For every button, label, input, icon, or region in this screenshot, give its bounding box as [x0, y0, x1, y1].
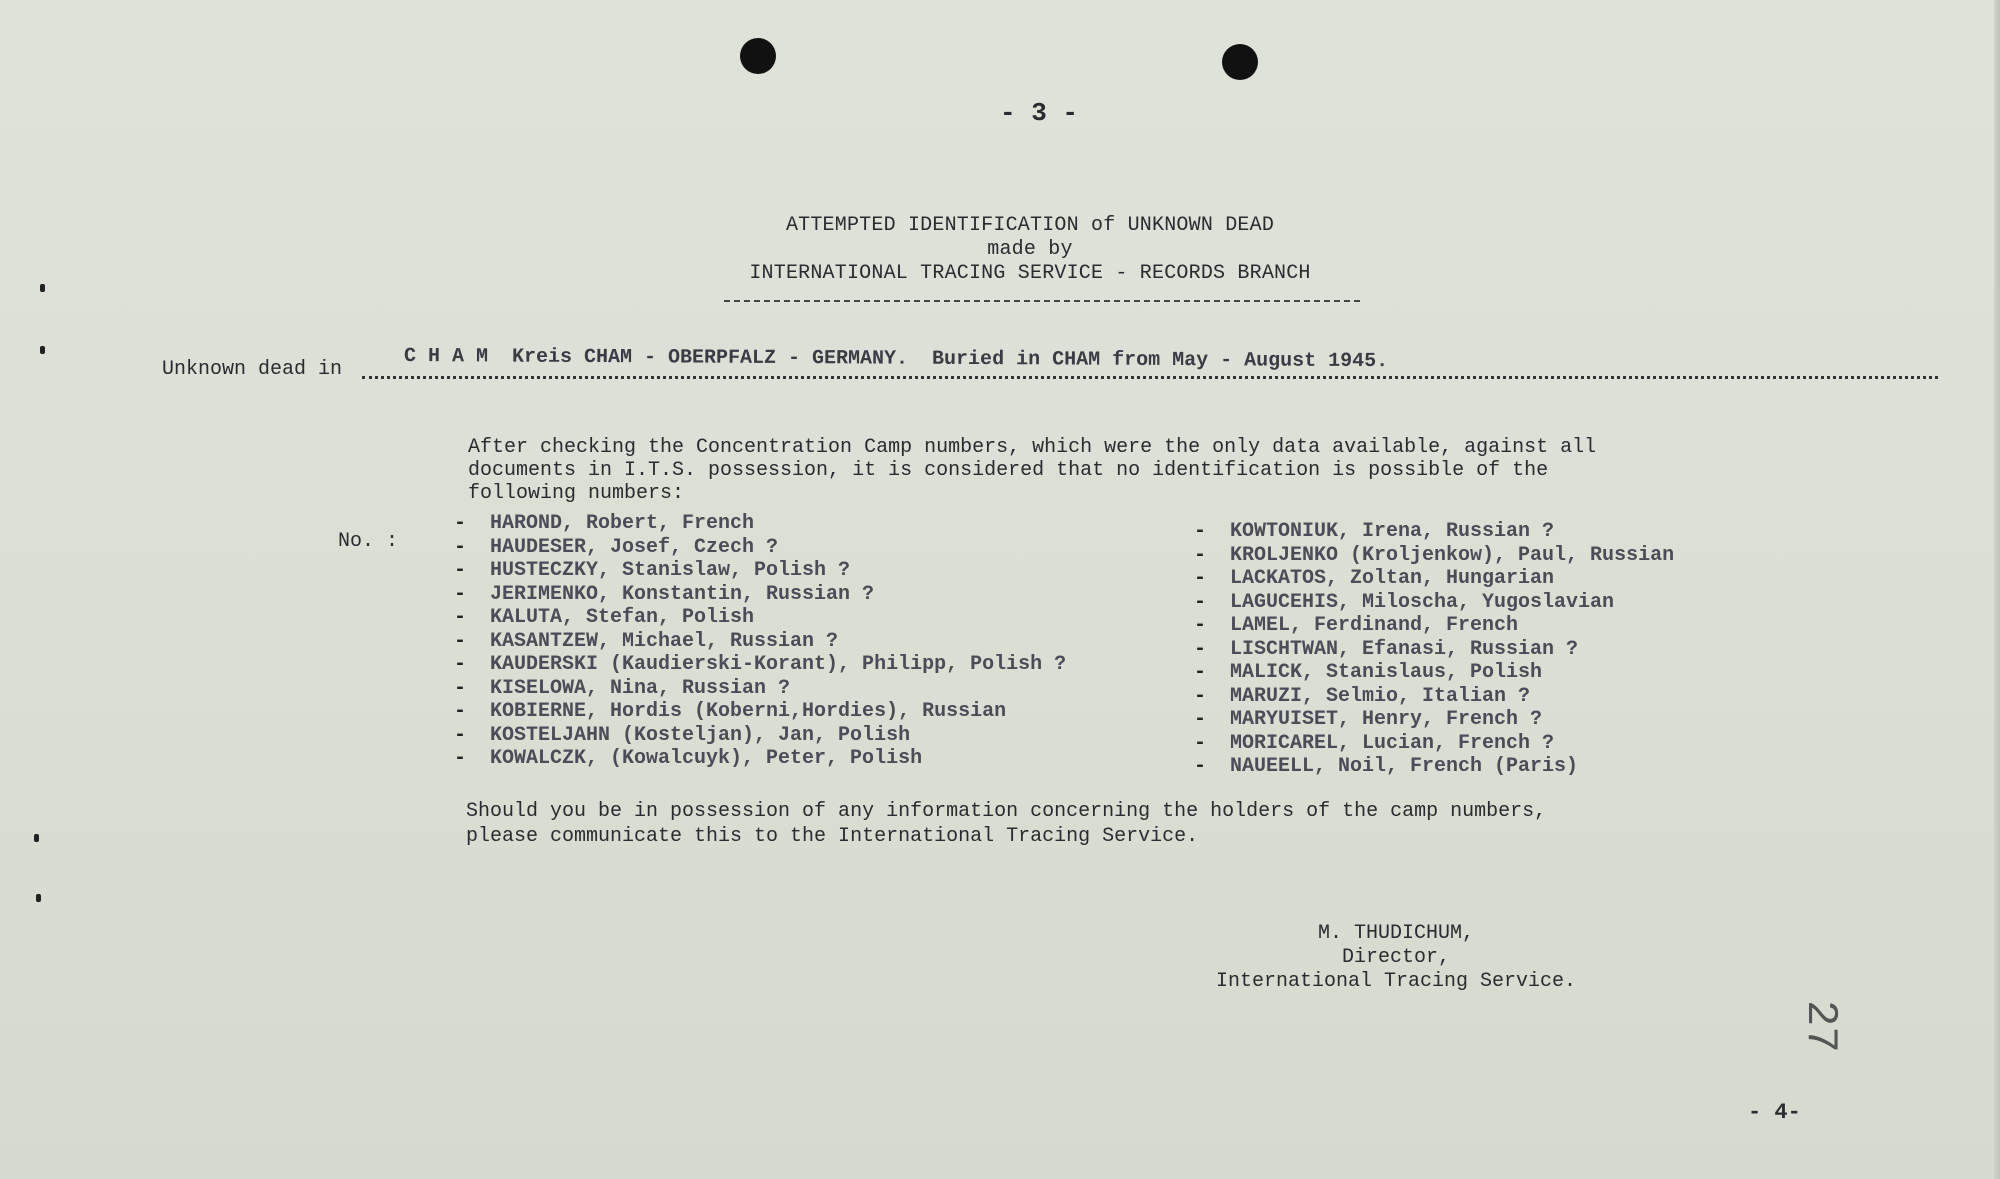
list-item: - LAGUCEHIS, Miloscha, Yugoslavian	[1194, 590, 1615, 614]
no-label: No. :	[338, 530, 399, 553]
list-item: - JERIMENKO, Konstantin, Russian ?	[454, 582, 875, 606]
header-rule	[724, 300, 1360, 302]
margin-mark	[40, 284, 45, 292]
page-number: - 3 -	[1000, 98, 1079, 128]
list-item: - KALUTA, Stefan, Polish	[454, 606, 755, 629]
unknown-dead-label: Unknown dead in	[162, 358, 343, 381]
list-item: - KROLJENKO (Kroljenkow), Paul, Russian	[1194, 543, 1675, 567]
list-item: - HAROND, Robert, French	[454, 512, 755, 535]
signature-organization: International Tracing Service.	[1215, 970, 1577, 993]
list-item: - MARUZI, Selmio, Italian ?	[1194, 684, 1531, 708]
unknown-dead-location: C H A M Kreis CHAM - OBERPFALZ - GERMANY. Buried in CHAM from May - August 1945.	[403, 345, 1389, 374]
header-subtitle: made by	[987, 238, 1073, 261]
list-item: - MALICK, Stanislaus, Polish	[1194, 661, 1543, 684]
list-item: - NAUEELL, Noil, French (Paris)	[1194, 755, 1579, 778]
margin-mark	[36, 894, 41, 902]
page-edge	[1994, 0, 2000, 1179]
punch-hole-left	[740, 38, 776, 74]
archive-stamp-number: 27	[1795, 1000, 1845, 1053]
intro-line-3: following numbers:	[468, 482, 685, 505]
margin-mark	[40, 346, 45, 354]
intro-line-2: documents in I.T.S. possession, it is considered that no identification is possible of the	[468, 459, 1549, 482]
list-item: - MORICAREL, Lucian, French ?	[1194, 731, 1555, 755]
signature-title: Director,	[1341, 946, 1451, 969]
numbers-list-left	[454, 512, 1066, 771]
list-item: - KASANTZEW, Michael, Russian ?	[454, 629, 839, 653]
closing-line-2: please communicate this to the International Tracing Service.	[466, 825, 1199, 848]
signature-name: M. THUDICHUM,	[1317, 922, 1475, 945]
list-item: - KOWTONIUK, Irena, Russian ?	[1194, 520, 1555, 543]
numbers-list-right	[1194, 520, 1674, 779]
closing-line-1: Should you be in possession of any information concerning the holders of the camp numbers,	[466, 800, 1547, 823]
list-item: - MARYUISET, Henry, French ?	[1194, 708, 1543, 731]
list-item: - HUSTECZKY, Stanislaw, Polish ?	[454, 559, 851, 582]
margin-mark	[34, 834, 39, 842]
list-item: - KISELOWA, Nina, Russian ?	[454, 676, 791, 700]
list-item: - KAUDERSKI (Kaudierski-Korant), Philipp, Polish ?	[454, 653, 1067, 676]
list-item: - LISCHTWAN, Efanasi, Russian ?	[1194, 637, 1579, 661]
punch-hole-right	[1222, 44, 1258, 80]
intro-line-1: After checking the Concentration Camp numbers, which were the only data available, against all	[468, 436, 1597, 459]
header-organization: INTERNATIONAL TRACING SERVICE - RECORDS BRANCH	[749, 262, 1311, 285]
header-title: ATTEMPTED IDENTIFICATION of UNKNOWN DEAD	[785, 214, 1275, 237]
folio-number: - 4-	[1748, 1100, 1801, 1125]
list-item: - KOBIERNE, Hordis (Koberni,Hordies), Russian	[454, 700, 1007, 723]
list-item: - KOSTELJAHN (Kosteljan), Jan, Polish	[454, 723, 911, 747]
list-item: - LAMEL, Ferdinand, French	[1194, 614, 1519, 637]
unknown-dead-dotted-line	[362, 376, 1938, 379]
list-item: - KOWALCZK, (Kowalcuyk), Peter, Polish	[454, 747, 923, 770]
list-item: - HAUDESER, Josef, Czech ?	[454, 535, 779, 559]
list-item: - LACKATOS, Zoltan, Hungarian	[1194, 567, 1555, 590]
